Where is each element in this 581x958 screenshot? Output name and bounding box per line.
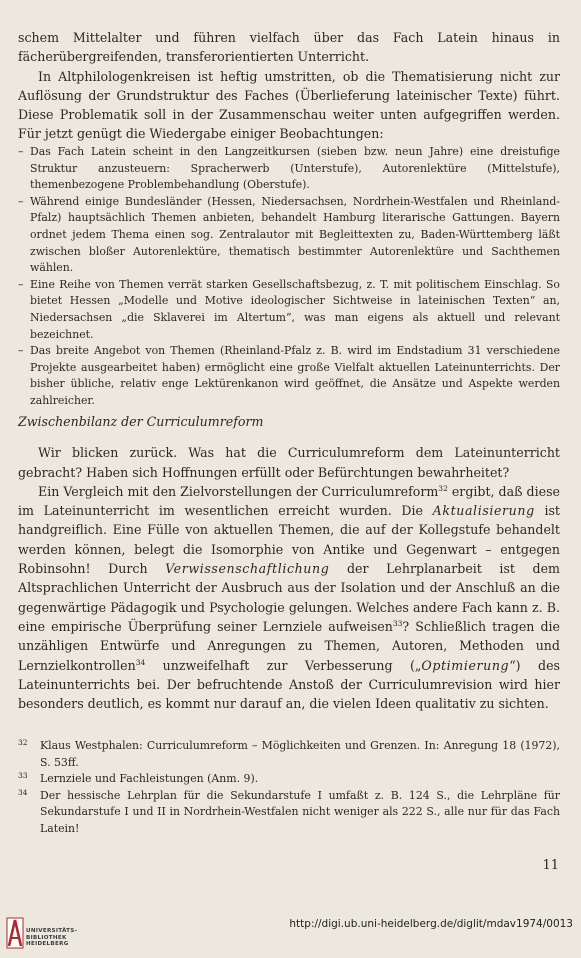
paragraph-intro: In Altphilologenkreisen ist heftig umstritten, ob die Thematisierung nicht zur Auflösung der Grundstruktur des Faches (Überlieferung lateinischer Texte) führt. Diese Problematik soll in der Zusammenschau weiter unten aufgegriffen werden. Für jetzt genügt die Wiedergabe einiger Beobachtungen: bbox=[18, 68, 560, 142]
main-text bbox=[18, 28, 560, 144]
observations-list bbox=[18, 144, 560, 410]
section-heading: Zwischenbilanz der Curriculumreform bbox=[18, 414, 264, 429]
library-logo-icon bbox=[6, 916, 24, 950]
footnote: 34 Der hessische Lehrplan für die Sekundarstufe I umfaßt z. B. 124 S., die Lehrpläne für Sekundarstufe I und II in Nordrhein-Westfalen nicht weniger als 222 S., alle nur für das Fach Latein! bbox=[18, 787, 560, 835]
library-logo bbox=[6, 916, 106, 956]
paragraph: Ein Vergleich mit den Zielvorstellungen der Curriculumreform$^{32}$ ergibt, daß diese im Lateinunterricht im wesentlichen erreicht wurden. Die Aktualisierung ist handgreiflich. Eine Fülle von aktuellen Themen, die auf der Kollegstufe behandelt werden können, belegt die Isomorphie von Antike und Gegenwart – entgegen Robinsohn! Durch Verwissenschaftlichung der Lehrplanarbeit ist dem Altsprachlichen Unterricht der Ausbruch aus der Isolation und der Anschluß an die gegenwärtige Pädagogik und Psychologie gelungen. Welches andere Fach kann z. B. eine empirische Überprüfung seiner Lernziele aufweisen$^{33}$? Schließlich tragen die unzähligen Entwürfe und Anregungen zu Themen, Autoren, Methoden und Lernzielkontrollen$^{34}$ unzweifelhaft zur Verbesserung („Optimierung“) des Lateinunterrichts bei. Der befruchtende Anstoß der Curriculumrevision wird hier besonders deutlich, es kommt nur darauf an, die vielen Ideen qualitativ zu sichten. bbox=[18, 483, 560, 712]
section-zwischenbilanz bbox=[18, 412, 560, 713]
source-url[interactable]: http://digi.ub.uni-heidelberg.de/diglit/mdav1974/0013 bbox=[289, 918, 573, 930]
list-item: – Eine Reihe von Themen verrät starken Gesellschaftsbezug, z. T. mit politischem Einschlag. So bietet Hessen „Modelle und Motive ideologischer Sichtweise in lateinischen Texten“ an, Niedersachsen „die Sklaverei im Altertum“, was man eigens als aktuell und relevant bezeichnet. bbox=[18, 277, 560, 341]
list-item: – Während einige Bundesländer (Hessen, Niedersachsen, Nordrhein-Westfalen und Rheinland-Pfalz) hauptsächlich Themen anbieten, behandelt Hamburg literarische Gattungen. Bayern ordnet jedem Thema einen sog. Zentralautor mit Begleittexten zu, Baden-Württemberg läßt zwischen bloßer Autorenlektüre, thematisch bestimmter Autorenlektüre und Sachthemen wählen. bbox=[18, 194, 560, 275]
footnote: 33 Lernziele und Fachleistungen (Anm. 9). bbox=[18, 771, 259, 785]
footnote: 32 Klaus Westphalen: Curriculumreform – Möglichkeiten und Grenzen. In: Anregung 18 (1972), S. 53ff. bbox=[18, 738, 560, 769]
library-logo-text: UNIVERSITÄTS- BIBLIOTHEK HEIDELBERG bbox=[26, 928, 78, 948]
paragraph-continuation: schem Mittelalter und führen vielfach über das Fach Latein hinaus in fächerübergreifenden, transferorientierten Unterricht. bbox=[18, 30, 560, 65]
list-item: – Das Fach Latein scheint in den Langzeitkursen (sieben bzw. neun Jahre) eine dreistufige Struktur anzusteuern: Spracherwerb (Unterstufe), Autorenlektüre (Mittelstufe), themenbezogene Problembehandlung (Oberstufe). bbox=[18, 145, 560, 192]
page-number: 11 bbox=[542, 858, 559, 873]
paragraph: Wir blicken zurück. Was hat die Curriculumreform dem Lateinunterricht gebracht? Haben sich Hoffnungen erfüllt oder Befürchtungen bewahrheitet? bbox=[18, 445, 560, 480]
footer-bar bbox=[0, 906, 581, 958]
footnotes bbox=[18, 738, 560, 837]
list-item: – Das breite Angebot von Themen (Rheinland-Pfalz z. B. wird im Endstadium 31 verschiedene Projekte ausgearbeitet haben) ermöglicht eine große Vielfalt aktuellen Lateinunterrichts. Der bisher übliche, relativ enge Lektürenkanon wird geöffnet, die Ansätze und Aspekte werden zahlreicher. bbox=[18, 344, 560, 407]
